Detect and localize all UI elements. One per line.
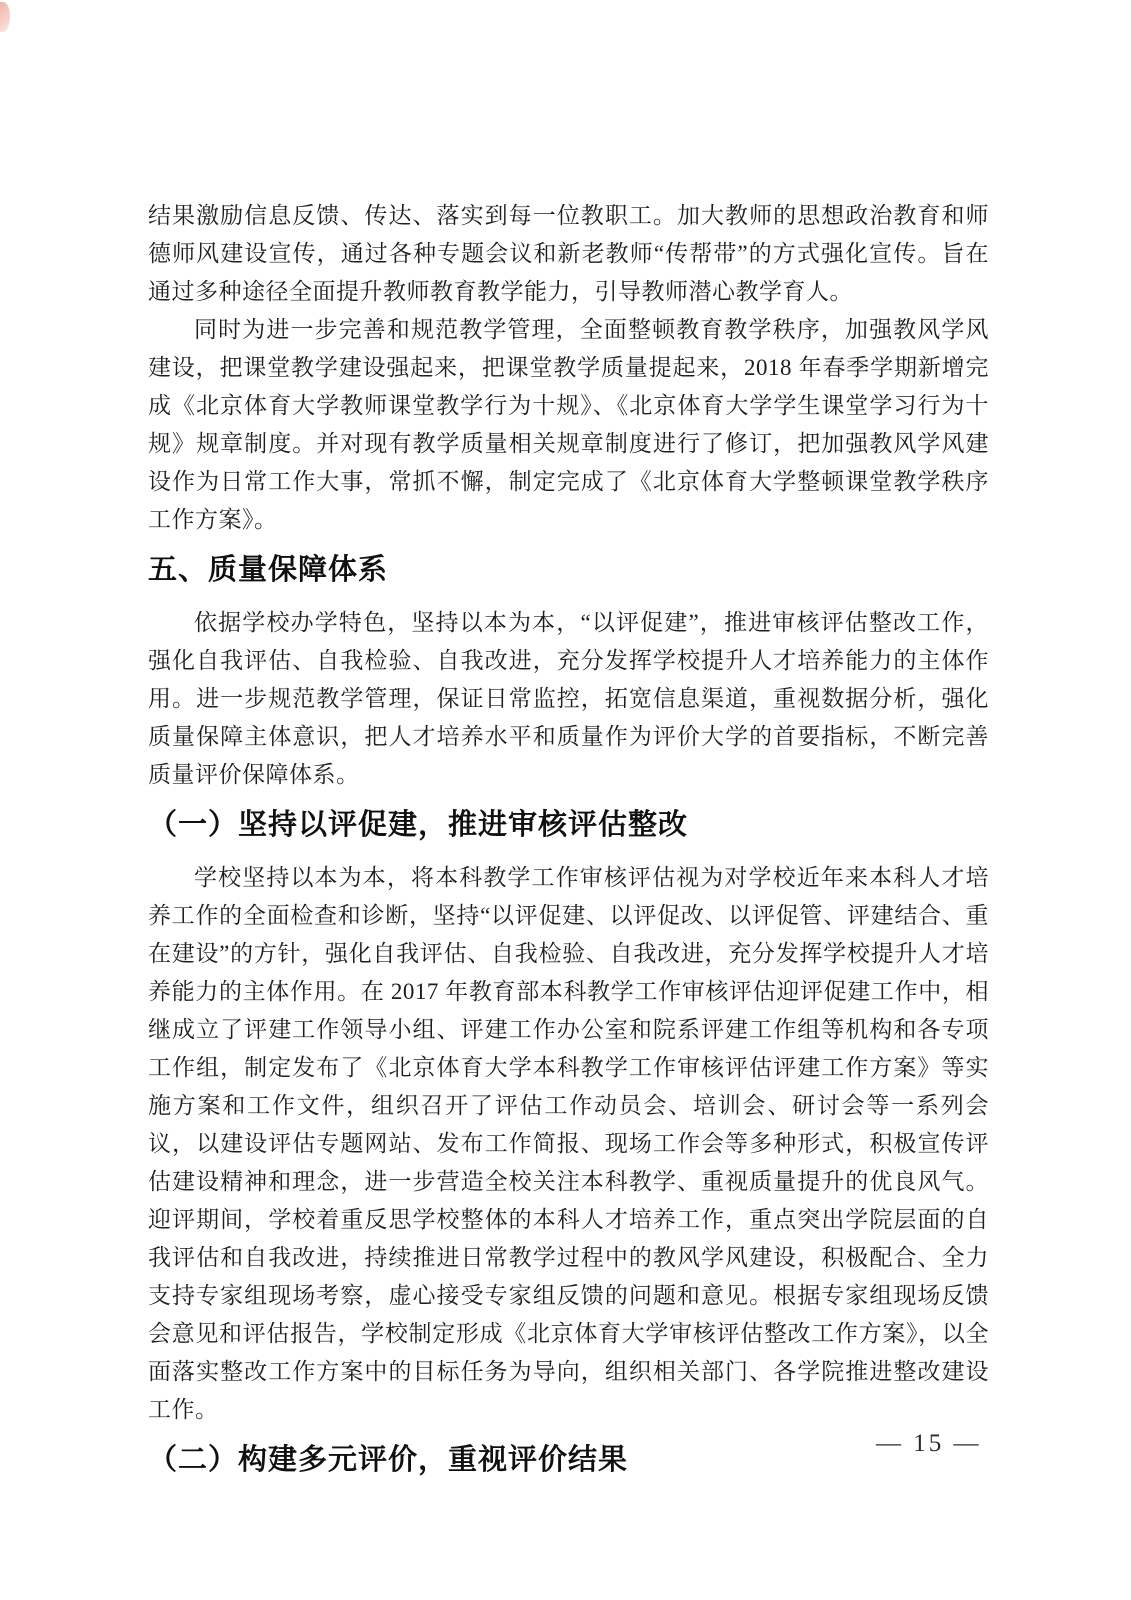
paragraph: 学校坚持以本为本，将本科教学工作审核评估视为对学校近年来本科人才培养工作的全面检查和诊断，坚持“以评促建、以评促改、以评促管、评建结合、重在建设”的方针，强化自我评估、自我检验、自我改进，充分发挥学校提升人才培养能力的主体作用。在 2017 年教育部本科教学工作审核评估迎评促建工作中，相继成立了评建工作领导小组、评建工作办公室和院系评建工作组等机构和各专项工作组，制定发布了《北京体育大学本科教学工作审核评估评建工作方案》等实施方案和工作文件，组织召开了评估工作动员会、培训会、研讨会等一系列会议，以建设评估专题网站、发布工作简报、现场工作会等多种形式，积极宣传评估建设精神和理念，进一步营造全校关注本科教学、重视质量提升的优良风气。迎评期间，学校着重反思学校整体的本科人才培养工作，重点突出学院层面的自我评估和自我改进，持续推进日常教学过程中的教风学风建设，积极配合、全力支持专家组现场考察，虚心接受专家组反馈的问题和意见。根据专家组现场反馈会意见和评估报告，学校制定形成《北京体育大学审核评估整改工作方案》，以全面落实整改工作方案中的目标任务为导向，组织相关部门、各学院推进整改建设工作。 (148, 865, 989, 1422)
red-ink-mark (0, 2, 10, 32)
subsection-heading: （一）坚持以评促建，推进审核评估整改 (148, 809, 689, 841)
paragraph: 同时为进一步完善和规范教学管理，全面整顿教育教学秩序，加强教风学风建设，把课堂教学建设强起来，把课堂教学质量提起来，2018 年春季学期新增完成《北京体育大学教师课堂教学行为十规》、《北京体育大学学生课堂学习行为十规》规章制度。并对现有教学质量相关规章制度进行了修订，把加强教风学风建设作为日常工作大事，常抓不懈，制定完成了《北京体育大学整顿课堂教学秩序工作方案》。 (148, 317, 989, 532)
paragraph: 依据学校办学特色，坚持以本为本，“以评促建”，推进审核评估整改工作，强化自我评估、自我检验、自我改进，充分发挥学校提升人才培养能力的主体作用。进一步规范教学管理，保证日常监控，拓宽信息渠道，重视数据分析，强化质量保障主体意识，把人才培养水平和质量作为评价大学的首要指标，不断完善质量评价保障体系。 (148, 610, 989, 787)
document-content (148, 197, 989, 1494)
page-number: — 15 — (876, 1430, 982, 1457)
section-heading: 五、质量保障体系 (148, 554, 389, 586)
subsection-heading: （二）构建多元评价，重视评价结果 (148, 1444, 629, 1476)
paragraph: 结果激励信息反馈、传达、落实到每一位教职工。加大教师的思想政治教育和师德师风建设宣传，通过各种专题会议和新老教师“传帮带”的方式强化宣传。旨在通过多种途径全面提升教师教育教学能力，引导教师潜心教学育人。 (148, 203, 989, 304)
